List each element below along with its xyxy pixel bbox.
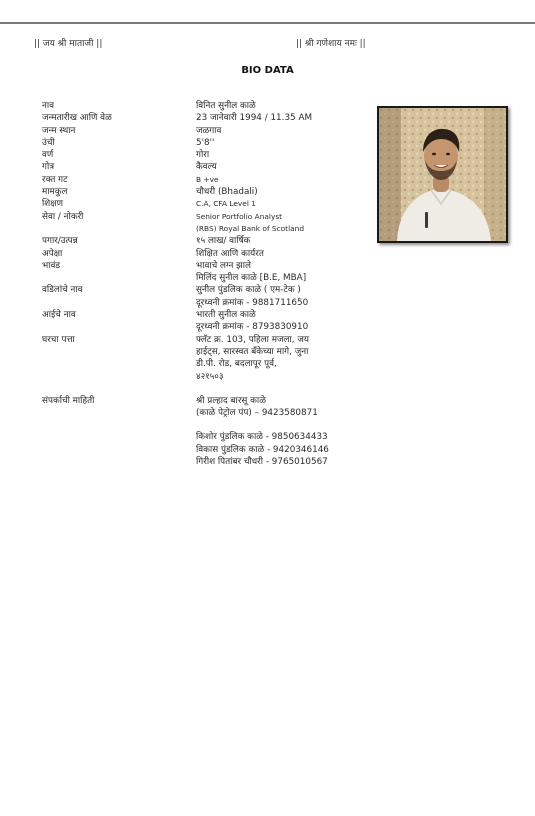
row-label: सेवा / नोकरी bbox=[42, 211, 84, 222]
row-label bbox=[42, 371, 196, 383]
row-contact bbox=[42, 395, 372, 407]
row-complexion bbox=[42, 149, 372, 161]
row-height bbox=[42, 137, 372, 149]
row-label bbox=[42, 321, 196, 333]
biodata-details bbox=[42, 100, 372, 468]
row-label bbox=[42, 272, 196, 284]
row-value: चौधरी (Bhadali) bbox=[196, 187, 258, 198]
row-value: (RBS) Royal Bank of Scotland bbox=[196, 223, 305, 233]
row-occupation-employer bbox=[42, 223, 372, 235]
row-mother-name bbox=[42, 309, 372, 321]
row-value: भारती सुनील काळे bbox=[196, 310, 256, 321]
row-label: वर्ण bbox=[42, 150, 54, 161]
row-income bbox=[42, 235, 372, 247]
top-rule bbox=[0, 22, 535, 24]
row-father-name bbox=[42, 284, 372, 296]
row-value: Senior Portfolio Analyst bbox=[196, 211, 283, 221]
row-value: शिक्षित आणि कार्यरत bbox=[196, 248, 264, 259]
row-label: आईचे नाव bbox=[42, 310, 76, 321]
row-address-pincode bbox=[42, 371, 372, 383]
row-label bbox=[42, 358, 196, 370]
row-value: 5'8'' bbox=[196, 137, 215, 148]
row-label: भावंड bbox=[42, 260, 61, 271]
contact-label: संपर्काची माहिती bbox=[42, 395, 95, 406]
contact-other: किशोर पुंडलिक काळे - 9850634433 bbox=[196, 432, 328, 443]
row-value: जळगाव bbox=[196, 125, 222, 136]
row-value: B +ve bbox=[196, 174, 219, 184]
row-value: 23 जानेवारी 1994 / 11.35 AM bbox=[196, 113, 313, 124]
row-value: मिलिंद सुनील काळे [B.E, MBA] bbox=[196, 273, 307, 284]
row-label: शिक्षण bbox=[42, 199, 63, 210]
row-label: रक्त गट bbox=[42, 174, 68, 185]
row-father-phone bbox=[42, 297, 372, 309]
row-label bbox=[42, 297, 196, 309]
row-value: गोरा bbox=[196, 150, 210, 161]
row-expectation bbox=[42, 248, 372, 260]
row-label: जन्म स्थान bbox=[42, 125, 76, 136]
profile-photo bbox=[377, 106, 508, 243]
row-label: मामकुल bbox=[42, 187, 68, 198]
header-invocation-left: || जय श्री माताजी || bbox=[34, 39, 103, 49]
row-label: घरचा पत्ता bbox=[42, 334, 75, 345]
row-label: वडिलांचे नाव bbox=[42, 285, 83, 296]
row-value: दूरध्वनी क्रमांक - 9881711650 bbox=[196, 297, 309, 308]
section-gap bbox=[42, 419, 372, 431]
row-value: C.A, CFA Level 1 bbox=[196, 199, 256, 209]
row-value: दूरध्वनी क्रमांक - 8793830910 bbox=[196, 322, 309, 333]
row-contact-other-1 bbox=[42, 431, 372, 443]
contact-other: गिरीश पितांबर चौधरी - 9765010567 bbox=[196, 457, 328, 468]
row-value: कैवल्य bbox=[196, 162, 217, 173]
row-birth-datetime bbox=[42, 112, 372, 124]
row-education bbox=[42, 198, 372, 210]
row-address-line-2 bbox=[42, 346, 372, 358]
row-value: सुनील पुंडलिक काळे ( एम-टेक ) bbox=[196, 285, 301, 296]
page-title: BIO DATA bbox=[241, 65, 294, 76]
row-label: गोत्र bbox=[42, 162, 55, 173]
header-invocation-right: || श्री गणेशाय नमः || bbox=[296, 39, 366, 49]
row-label: अपेक्षा bbox=[42, 248, 63, 259]
row-label: नाव bbox=[42, 101, 55, 111]
profile-photo-illustration bbox=[379, 108, 506, 241]
row-contact-other-2 bbox=[42, 444, 372, 456]
row-address-line-3 bbox=[42, 358, 372, 370]
row-value: भावाचे लग्न झाले bbox=[196, 260, 252, 271]
row-occupation bbox=[42, 211, 372, 223]
contact-primary-phone: (काळे पेट्रोल पंप) – 9423580871 bbox=[196, 408, 318, 419]
row-siblings bbox=[42, 260, 372, 272]
row-address bbox=[42, 334, 372, 346]
row-birth-place bbox=[42, 125, 372, 137]
row-mother-phone bbox=[42, 321, 372, 333]
row-value: डी.पी. रोड, बदलापूर पूर्व, bbox=[196, 359, 277, 370]
row-blood-group bbox=[42, 174, 372, 186]
row-value: ४२१५०३ bbox=[196, 371, 224, 382]
row-value: १५ लाख/ वार्षिक bbox=[196, 236, 251, 247]
row-contact-other-3 bbox=[42, 456, 372, 468]
contact-other: विकास पुंडलिक काळे - 9420346146 bbox=[196, 444, 329, 455]
row-label bbox=[42, 223, 196, 235]
contact-primary-name: श्री प्रल्हाद बारसू काळे bbox=[196, 395, 266, 406]
row-sibling-name bbox=[42, 272, 372, 284]
row-maternal-clan bbox=[42, 186, 372, 198]
row-value: हाईट्स, सारस्वत बँकेच्या मागे, जुना bbox=[196, 346, 309, 357]
row-contact-line-2 bbox=[42, 407, 372, 419]
row-label bbox=[42, 346, 196, 358]
row-value: विनित सुनील काळे bbox=[196, 101, 256, 111]
row-value: फ्लॅट क्र. 103, पहिला मजला, जय bbox=[196, 334, 309, 345]
section-gap bbox=[42, 383, 372, 395]
row-label: जन्मतारीख आणि वेळ bbox=[42, 113, 112, 124]
row-name bbox=[42, 100, 372, 112]
row-label: पगार/उत्पन्न bbox=[42, 236, 78, 247]
row-gotra bbox=[42, 161, 372, 173]
row-label: उंची bbox=[42, 137, 55, 148]
